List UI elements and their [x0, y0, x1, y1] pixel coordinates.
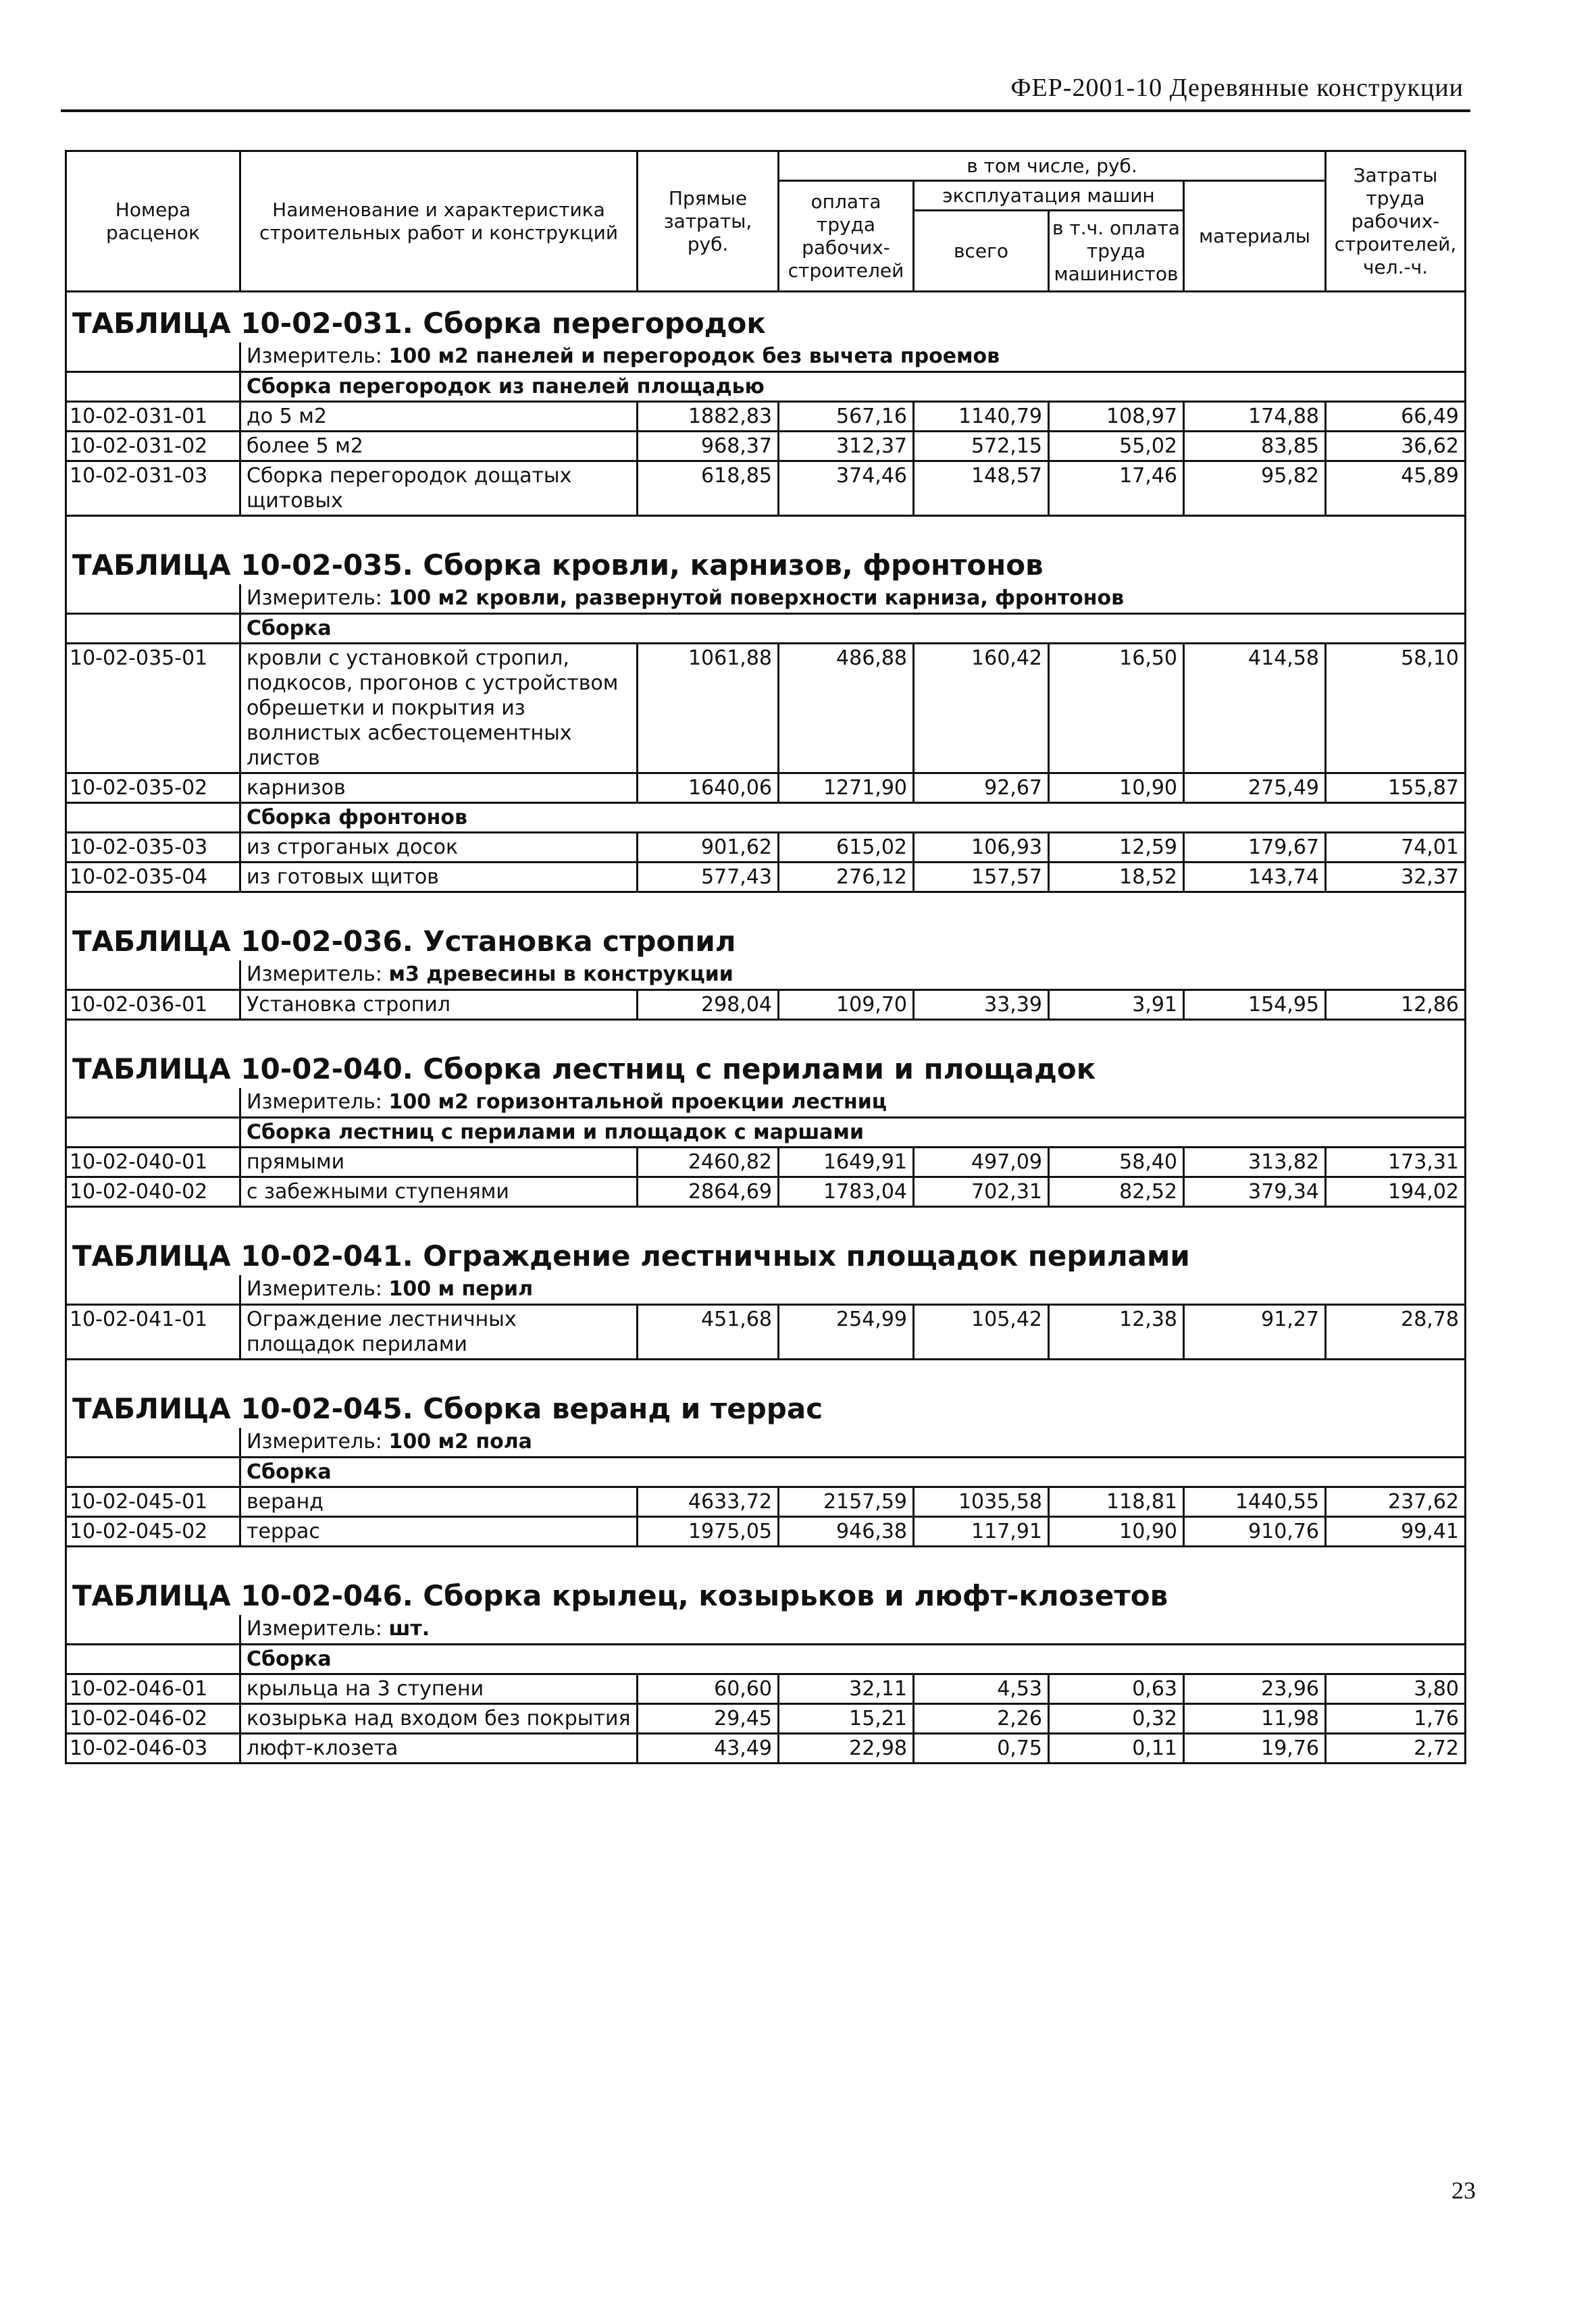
cell-direct: 1640,06	[638, 773, 779, 803]
cell-direct: 29,45	[638, 1704, 779, 1734]
cell-machinists: 10,90	[1049, 1517, 1184, 1547]
cell-machines: 160,42	[914, 644, 1049, 773]
cell-machines: 0,75	[914, 1734, 1049, 1764]
cell-name: Ограждение лестничных площадок перилами	[240, 1305, 638, 1360]
table-row	[66, 1305, 1466, 1360]
cell-name: прямыми	[240, 1148, 638, 1177]
cell-materials: 154,95	[1184, 990, 1326, 1020]
cell-code: 10-02-035-02	[66, 773, 240, 803]
cell-labor: 28,78	[1326, 1305, 1466, 1360]
table-title-row	[66, 1225, 1466, 1275]
measure-label: Измеритель:	[247, 1617, 382, 1641]
cell-machines: 702,31	[914, 1177, 1049, 1207]
cell-direct: 451,68	[638, 1305, 779, 1360]
cell-machines: 4,53	[914, 1674, 1049, 1704]
cell-name: более 5 м2	[240, 432, 638, 461]
cell-wages: 1783,04	[779, 1177, 914, 1207]
cell-materials: 910,76	[1184, 1517, 1326, 1547]
table-title-row	[66, 910, 1466, 960]
measure-spacer	[66, 1275, 240, 1305]
cell-name: до 5 м2	[240, 402, 638, 432]
group-spacer	[66, 614, 240, 644]
cell-code: 10-02-031-02	[66, 432, 240, 461]
measure-row	[66, 342, 1466, 372]
col-header-labor: Затраты труда рабочих-строителей, чел.-ч.	[1326, 151, 1466, 292]
cell-name: люфт-клозета	[240, 1734, 638, 1764]
cell-wages: 254,99	[779, 1305, 914, 1360]
price-table	[65, 150, 1466, 1764]
cell-name: кровли с установкой стропил, подкосов, прогонов с устройством обрешетки и покрытия из волнистых асбестоцементных листов	[240, 644, 638, 773]
cell-materials: 83,85	[1184, 432, 1326, 461]
measure-cell	[240, 584, 1466, 614]
page-number: 23	[1451, 2177, 1476, 2204]
group-row	[66, 803, 1466, 833]
cell-direct: 968,37	[638, 432, 779, 461]
measure-label: Измеритель:	[247, 1430, 382, 1454]
cell-name: из строганых досок	[240, 833, 638, 863]
cell-code: 10-02-045-01	[66, 1487, 240, 1517]
cell-direct: 60,60	[638, 1674, 779, 1704]
cell-machinists: 55,02	[1049, 432, 1184, 461]
cell-machines: 572,15	[914, 432, 1049, 461]
col-header-machinists: в т.ч. оплата труда машинистов	[1049, 211, 1184, 292]
group-heading: Сборка	[240, 1458, 1466, 1487]
measure-label: Измеритель:	[247, 344, 382, 368]
cell-labor: 99,41	[1326, 1517, 1466, 1547]
cell-code: 10-02-041-01	[66, 1305, 240, 1360]
cell-wages: 946,38	[779, 1517, 914, 1547]
table-spacer	[66, 516, 1466, 535]
cell-machinists: 0,11	[1049, 1734, 1184, 1764]
table-row	[66, 990, 1466, 1020]
table-row	[66, 1148, 1466, 1177]
cell-code: 10-02-046-01	[66, 1674, 240, 1704]
cell-labor: 12,86	[1326, 990, 1466, 1020]
cell-labor: 66,49	[1326, 402, 1466, 432]
cell-wages: 32,11	[779, 1674, 914, 1704]
cell-name: Установка стропил	[240, 990, 638, 1020]
cell-labor: 45,89	[1326, 461, 1466, 516]
cell-labor: 74,01	[1326, 833, 1466, 863]
measure-spacer	[66, 342, 240, 372]
table-row	[66, 1674, 1466, 1704]
cell-machinists: 17,46	[1049, 461, 1184, 516]
measure-row	[66, 1088, 1466, 1118]
cell-labor: 173,31	[1326, 1148, 1466, 1177]
cell-code: 10-02-045-02	[66, 1517, 240, 1547]
cell-machines: 148,57	[914, 461, 1049, 516]
group-row	[66, 372, 1466, 402]
cell-labor: 194,02	[1326, 1177, 1466, 1207]
measure-row	[66, 960, 1466, 990]
cell-name: крыльца на 3 ступени	[240, 1674, 638, 1704]
group-spacer	[66, 1118, 240, 1148]
cell-materials: 179,67	[1184, 833, 1326, 863]
table-title-row	[66, 1565, 1466, 1615]
table-row	[66, 863, 1466, 892]
cell-machinists: 12,38	[1049, 1305, 1184, 1360]
cell-machines: 497,09	[914, 1148, 1049, 1177]
cell-machinists: 16,50	[1049, 644, 1184, 773]
col-header-machines: эксплуатация машин	[914, 181, 1184, 211]
cell-machines: 106,93	[914, 833, 1049, 863]
cell-machinists: 0,63	[1049, 1674, 1184, 1704]
table-row	[66, 833, 1466, 863]
cell-name: карнизов	[240, 773, 638, 803]
cell-name: козырька над входом без покрытия	[240, 1704, 638, 1734]
cell-direct: 577,43	[638, 863, 779, 892]
measure-row	[66, 584, 1466, 614]
cell-materials: 313,82	[1184, 1148, 1326, 1177]
group-row	[66, 1645, 1466, 1674]
cell-name: веранд	[240, 1487, 638, 1517]
group-spacer	[66, 1458, 240, 1487]
cell-direct: 2864,69	[638, 1177, 779, 1207]
table-title: ТАБЛИЦА 10-02-041. Ограждение лестничных площадок перилами	[66, 1225, 1466, 1275]
cell-direct: 2460,82	[638, 1148, 779, 1177]
group-row	[66, 614, 1466, 644]
cell-labor: 3,80	[1326, 1674, 1466, 1704]
measure-value: 100 м2 пола	[388, 1430, 532, 1454]
measure-value: 100 м2 панелей и перегородок без вычета проемов	[388, 344, 1000, 368]
measure-spacer	[66, 1088, 240, 1118]
measure-row	[66, 1615, 1466, 1645]
table-spacer-row	[66, 1547, 1466, 1566]
group-row	[66, 1118, 1466, 1148]
cell-machines: 1140,79	[914, 402, 1049, 432]
measure-value: 100 м2 кровли, развернутой поверхности карниза, фронтонов	[388, 586, 1125, 610]
table-spacer-row	[66, 516, 1466, 535]
measure-cell	[240, 1275, 1466, 1305]
cell-direct: 4633,72	[638, 1487, 779, 1517]
table-row	[66, 644, 1466, 773]
group-spacer	[66, 1645, 240, 1674]
table-spacer	[66, 892, 1466, 911]
cell-code: 10-02-035-01	[66, 644, 240, 773]
measure-spacer	[66, 1615, 240, 1645]
col-header-direct: Прямые затраты, руб.	[638, 151, 779, 292]
table-spacer	[66, 1547, 1466, 1566]
measure-value: 100 м2 горизонтальной проекции лестниц	[388, 1090, 887, 1114]
cell-materials: 174,88	[1184, 402, 1326, 432]
cell-wages: 15,21	[779, 1704, 914, 1734]
group-heading: Сборка фронтонов	[240, 803, 1466, 833]
table-title-row	[66, 1038, 1466, 1088]
table-title: ТАБЛИЦА 10-02-031. Сборка перегородок	[66, 292, 1466, 343]
cell-machines: 1035,58	[914, 1487, 1049, 1517]
cell-code: 10-02-031-01	[66, 402, 240, 432]
col-header-wages: оплата труда рабочих-строителей	[779, 181, 914, 292]
cell-machinists: 10,90	[1049, 773, 1184, 803]
measure-value: м3 древесины в конструкции	[388, 962, 733, 986]
cell-machines: 105,42	[914, 1305, 1049, 1360]
measure-label: Измеритель:	[247, 586, 382, 610]
cell-wages: 1271,90	[779, 773, 914, 803]
group-spacer	[66, 372, 240, 402]
group-row	[66, 1458, 1466, 1487]
cell-materials: 95,82	[1184, 461, 1326, 516]
table-title-row	[66, 1378, 1466, 1428]
cell-machinists: 0,32	[1049, 1704, 1184, 1734]
cell-machines: 157,57	[914, 863, 1049, 892]
col-header-code: Номера расценок	[66, 151, 240, 292]
cell-labor: 36,62	[1326, 432, 1466, 461]
cell-labor: 237,62	[1326, 1487, 1466, 1517]
cell-name: Сборка перегородок дощатых щитовых	[240, 461, 638, 516]
table-row	[66, 1177, 1466, 1207]
cell-wages: 486,88	[779, 644, 914, 773]
cell-code: 10-02-046-03	[66, 1734, 240, 1764]
cell-machinists: 3,91	[1049, 990, 1184, 1020]
group-heading: Сборка лестниц с перилами и площадок с маршами	[240, 1118, 1466, 1148]
table-row	[66, 432, 1466, 461]
table-row	[66, 773, 1466, 803]
group-spacer	[66, 803, 240, 833]
cell-materials: 379,34	[1184, 1177, 1326, 1207]
measure-spacer	[66, 960, 240, 990]
cell-direct: 618,85	[638, 461, 779, 516]
cell-code: 10-02-040-01	[66, 1148, 240, 1177]
cell-machinists: 18,52	[1049, 863, 1184, 892]
cell-labor: 1,76	[1326, 1704, 1466, 1734]
cell-materials: 11,98	[1184, 1704, 1326, 1734]
table-spacer-row	[66, 1360, 1466, 1379]
measure-value: 100 м перил	[388, 1277, 534, 1301]
cell-materials: 23,96	[1184, 1674, 1326, 1704]
cell-labor: 32,37	[1326, 863, 1466, 892]
running-header: ФЕР-2001-10 Деревянные конструкции	[1010, 74, 1464, 102]
cell-wages: 1649,91	[779, 1148, 914, 1177]
cell-code: 10-02-035-04	[66, 863, 240, 892]
cell-wages: 2157,59	[779, 1487, 914, 1517]
table-title: ТАБЛИЦА 10-02-046. Сборка крылец, козырьков и люфт-клозетов	[66, 1565, 1466, 1615]
table-title-row	[66, 534, 1466, 584]
group-heading: Сборка перегородок из панелей площадью	[240, 372, 1466, 402]
cell-direct: 901,62	[638, 833, 779, 863]
table-row	[66, 1704, 1466, 1734]
cell-direct: 298,04	[638, 990, 779, 1020]
measure-label: Измеритель:	[247, 962, 382, 986]
table-row	[66, 1517, 1466, 1547]
table-title: ТАБЛИЦА 10-02-036. Установка стропил	[66, 910, 1466, 960]
measure-row	[66, 1428, 1466, 1458]
cell-machines: 92,67	[914, 773, 1049, 803]
cell-name: террас	[240, 1517, 638, 1547]
cell-name: из готовых щитов	[240, 863, 638, 892]
cell-materials: 275,49	[1184, 773, 1326, 803]
table-row	[66, 402, 1466, 432]
table-spacer-row	[66, 1207, 1466, 1226]
table-spacer-row	[66, 1020, 1466, 1039]
cell-direct: 1882,83	[638, 402, 779, 432]
col-header-machines-total: всего	[914, 211, 1049, 292]
table-title: ТАБЛИЦА 10-02-040. Сборка лестниц с перилами и площадок	[66, 1038, 1466, 1088]
table-title-row	[66, 292, 1466, 343]
cell-wages: 109,70	[779, 990, 914, 1020]
table-spacer	[66, 1207, 1466, 1226]
table-title: ТАБЛИЦА 10-02-045. Сборка веранд и террас	[66, 1378, 1466, 1428]
cell-code: 10-02-046-02	[66, 1704, 240, 1734]
cell-wages: 312,37	[779, 432, 914, 461]
table-row	[66, 461, 1466, 516]
cell-materials: 414,58	[1184, 644, 1326, 773]
group-heading: Сборка	[240, 1645, 1466, 1674]
cell-machines: 33,39	[914, 990, 1049, 1020]
measure-row	[66, 1275, 1466, 1305]
cell-wages: 615,02	[779, 833, 914, 863]
cell-wages: 22,98	[779, 1734, 914, 1764]
measure-label: Измеритель:	[247, 1277, 382, 1301]
cell-wages: 374,46	[779, 461, 914, 516]
measure-spacer	[66, 584, 240, 614]
cell-labor: 2,72	[1326, 1734, 1466, 1764]
cell-name: с забежными ступенями	[240, 1177, 638, 1207]
cell-machinists: 108,97	[1049, 402, 1184, 432]
cell-materials: 91,27	[1184, 1305, 1326, 1360]
header-rule	[61, 109, 1470, 112]
cell-code: 10-02-040-02	[66, 1177, 240, 1207]
measure-label: Измеритель:	[247, 1090, 382, 1114]
cell-machinists: 82,52	[1049, 1177, 1184, 1207]
cell-code: 10-02-031-03	[66, 461, 240, 516]
measure-value: шт.	[388, 1617, 430, 1641]
col-header-materials: материалы	[1184, 181, 1326, 292]
cell-materials: 19,76	[1184, 1734, 1326, 1764]
measure-cell	[240, 960, 1466, 990]
cell-direct: 43,49	[638, 1734, 779, 1764]
cell-machinists: 12,59	[1049, 833, 1184, 863]
cell-materials: 143,74	[1184, 863, 1326, 892]
table-row	[66, 1734, 1466, 1764]
measure-spacer	[66, 1428, 240, 1458]
table-row	[66, 1487, 1466, 1517]
cell-labor: 155,87	[1326, 773, 1466, 803]
cell-labor: 58,10	[1326, 644, 1466, 773]
table-title: ТАБЛИЦА 10-02-035. Сборка кровли, карнизов, фронтонов	[66, 534, 1466, 584]
cell-machinists: 118,81	[1049, 1487, 1184, 1517]
group-heading: Сборка	[240, 614, 1466, 644]
measure-cell	[240, 1615, 1466, 1645]
cell-machines: 117,91	[914, 1517, 1049, 1547]
cell-code: 10-02-035-03	[66, 833, 240, 863]
table-spacer	[66, 1020, 1466, 1039]
cell-machines: 2,26	[914, 1704, 1049, 1734]
cell-code: 10-02-036-01	[66, 990, 240, 1020]
cell-wages: 567,16	[779, 402, 914, 432]
measure-cell	[240, 342, 1466, 372]
cell-direct: 1061,88	[638, 644, 779, 773]
cell-machinists: 58,40	[1049, 1148, 1184, 1177]
measure-cell	[240, 1428, 1466, 1458]
cell-direct: 1975,05	[638, 1517, 779, 1547]
table-spacer-row	[66, 892, 1466, 911]
col-header-name: Наименование и характеристика строительных работ и конструкций	[240, 151, 638, 292]
table-spacer	[66, 1360, 1466, 1379]
measure-cell	[240, 1088, 1466, 1118]
cell-materials: 1440,55	[1184, 1487, 1326, 1517]
col-header-including: в том числе, руб.	[779, 151, 1326, 181]
cell-wages: 276,12	[779, 863, 914, 892]
